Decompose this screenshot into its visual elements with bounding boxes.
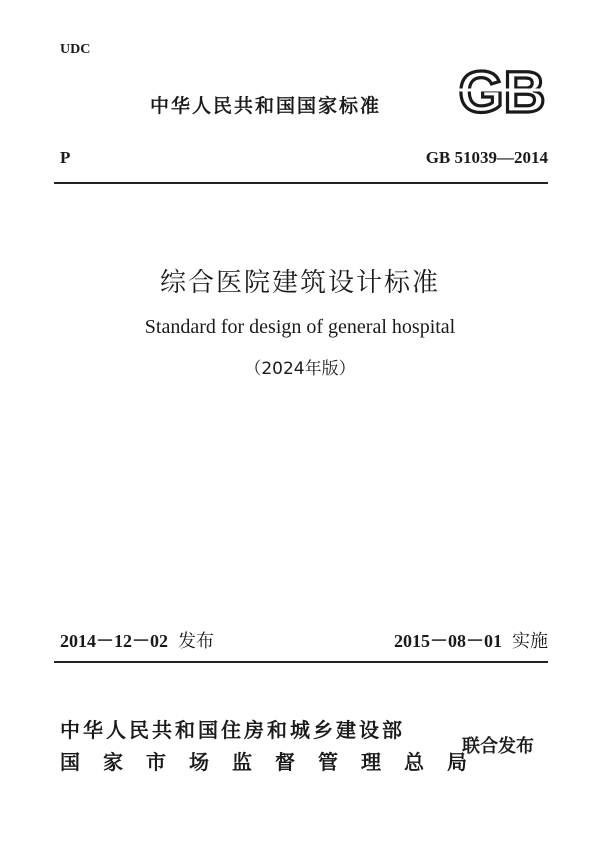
publisher-line-1: 中华人民共和国住房和城乡建设部 <box>60 718 405 742</box>
gb-logo <box>455 64 549 118</box>
standard-number: GB 51039—2014 <box>425 148 548 167</box>
issue-label: 发布 <box>178 631 214 652</box>
implementation-label: 实施 <box>512 631 548 652</box>
publisher-line-2: 国家市场监督管理总局 <box>60 750 490 774</box>
top-divider <box>54 182 548 184</box>
udc-label: UDC <box>60 42 91 57</box>
issue-date-block <box>60 627 214 653</box>
joint-issue-label: 联合发布 <box>462 736 534 757</box>
title-english: Standard for design of general hospital <box>144 316 456 338</box>
issue-date: 2014－12－02 <box>60 631 168 651</box>
national-standard-heading: 中华人民共和国国家标准 <box>150 95 382 117</box>
bottom-divider <box>54 661 548 663</box>
gb-logo-text: GB <box>458 64 546 118</box>
classification-code: P <box>60 148 71 167</box>
edition-label: （2024年版） <box>244 359 356 379</box>
implementation-date: 2015－08－01 <box>394 631 502 651</box>
title-chinese: 综合医院建筑设计标准 <box>159 268 440 298</box>
implementation-date-block <box>394 627 548 653</box>
